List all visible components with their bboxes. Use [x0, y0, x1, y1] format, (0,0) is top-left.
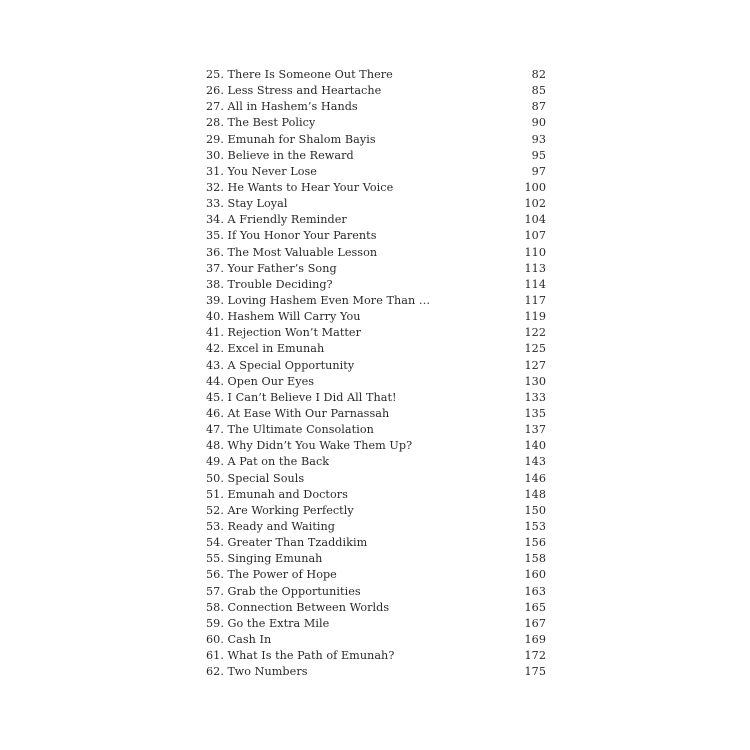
toc-entry — [206, 196, 546, 212]
toc-entry — [206, 600, 546, 616]
toc-entry-page-number: 127 — [524, 358, 546, 372]
toc-entry-title: 52. Are Working Perfectly — [206, 503, 354, 517]
toc-entry — [206, 261, 546, 277]
toc-entry — [206, 422, 546, 438]
toc-entry — [206, 228, 546, 244]
toc-entry-title: 56. The Power of Hope — [206, 568, 337, 582]
toc-entry-title: 33. Stay Loyal — [206, 197, 288, 211]
toc-entry-page-number: 165 — [524, 600, 546, 614]
toc-entry-title: 34. A Friendly Reminder — [206, 213, 347, 227]
toc-entry-page-number: 133 — [524, 390, 546, 404]
toc-entry-page-number: 143 — [524, 455, 546, 469]
toc-entry-page-number: 167 — [524, 616, 546, 630]
toc-entry — [206, 212, 546, 228]
toc-entry-page-number: 172 — [524, 649, 546, 663]
toc-entry-page-number: 104 — [524, 213, 546, 227]
toc-entry — [206, 99, 546, 115]
toc-entry-title: 57. Grab the Opportunities — [206, 584, 361, 598]
toc-entry-page-number: 95 — [531, 148, 546, 162]
toc-entry-title: 50. Special Souls — [206, 471, 305, 485]
toc-entry — [206, 358, 546, 374]
toc-entry — [206, 277, 546, 293]
toc-entry — [206, 374, 546, 390]
toc-entry — [206, 341, 546, 357]
toc-entry-title: 39. Loving Hashem Even More Than … — [206, 293, 431, 307]
toc-entry-title: 55. Singing Emunah — [206, 552, 323, 566]
toc-entry-title: 28. The Best Policy — [206, 116, 316, 130]
toc-entry-title: 32. He Wants to Hear Your Voice — [206, 180, 394, 194]
toc-entry — [206, 567, 546, 583]
toc-entry — [206, 164, 546, 180]
toc-entry-title: 30. Believe in the Reward — [206, 148, 354, 162]
toc-entry-title: 51. Emunah and Doctors — [206, 487, 348, 501]
toc-entry — [206, 67, 546, 83]
toc-entry — [206, 325, 546, 341]
toc-entry — [206, 132, 546, 148]
toc-entry-page-number: 82 — [531, 68, 546, 81]
toc-entry-page-number: 175 — [524, 665, 546, 679]
toc-entry — [206, 390, 546, 406]
toc-entry-title: 25. There Is Someone Out There — [206, 68, 393, 81]
toc-entry-title: 44. Open Our Eyes — [206, 374, 315, 388]
toc-entry-title: 36. The Most Valuable Lesson — [206, 245, 378, 259]
toc-entry-page-number: 87 — [531, 100, 546, 114]
toc-entry — [206, 83, 546, 99]
toc-entry — [206, 648, 546, 664]
toc-entry-page-number: 148 — [524, 487, 546, 501]
toc-entry-page-number: 169 — [524, 632, 546, 646]
toc-entry-page-number: 114 — [524, 277, 546, 291]
toc-entry-title: 53. Ready and Waiting — [206, 519, 335, 533]
toc-entry-title: 47. The Ultimate Consolation — [206, 423, 374, 437]
toc-entry-page-number: 150 — [524, 503, 546, 517]
toc-entry-page-number: 160 — [524, 568, 546, 582]
toc-entry-page-number: 119 — [524, 310, 546, 324]
toc-entry-page-number: 125 — [524, 342, 546, 356]
toc-entry-page-number: 117 — [524, 293, 546, 307]
toc-entry — [206, 551, 546, 567]
toc-entry — [206, 519, 546, 535]
toc-entry-title: 43. A Special Opportunity — [206, 358, 355, 372]
toc-entry-page-number: 146 — [524, 471, 546, 485]
toc-entry-page-number: 93 — [531, 132, 546, 146]
toc-entry — [206, 148, 546, 164]
toc-entry — [206, 664, 546, 680]
toc-entry-title: 42. Excel in Emunah — [206, 342, 325, 356]
toc-entry-title: 45. I Can’t Believe I Did All That! — [206, 390, 397, 404]
toc-entry — [206, 454, 546, 470]
toc-entry-page-number: 102 — [524, 197, 546, 211]
toc-entry-title: 31. You Never Lose — [206, 164, 317, 178]
toc-entry-title: 38. Trouble Deciding? — [206, 277, 333, 291]
toc-entry-page-number: 113 — [524, 261, 546, 275]
toc-entry-page-number: 130 — [524, 374, 546, 388]
toc-entry-page-number: 122 — [524, 326, 546, 340]
toc-entry — [206, 471, 546, 487]
toc-entry — [206, 309, 546, 325]
toc-entry — [206, 293, 546, 309]
toc-entry — [206, 584, 546, 600]
toc-entry-page-number: 110 — [524, 245, 546, 259]
toc-entry — [206, 616, 546, 632]
toc-entry — [206, 535, 546, 551]
toc-entry — [206, 180, 546, 196]
toc-entry-title: 62. Two Numbers — [206, 665, 308, 679]
toc-entry-page-number: 163 — [524, 584, 546, 598]
toc-entry-title: 27. All in Hashem’s Hands — [206, 100, 358, 114]
toc-entry-title: 29. Emunah for Shalom Bayis — [206, 132, 376, 146]
toc-entry — [206, 115, 546, 131]
table-of-contents — [206, 67, 546, 680]
toc-entry-title: 46. At Ease With Our Parnassah — [206, 406, 390, 420]
toc-entry-title: 59. Go the Extra Mile — [206, 616, 330, 630]
toc-entry-page-number: 90 — [531, 116, 546, 130]
toc-entry-page-number: 137 — [524, 423, 546, 437]
toc-entry-title: 54. Greater Than Tzaddikim — [206, 536, 368, 550]
toc-entry-title: 49. A Pat on the Back — [206, 455, 330, 469]
toc-entry — [206, 406, 546, 422]
toc-entry-page-number: 153 — [524, 519, 546, 533]
toc-entry-page-number: 158 — [524, 552, 546, 566]
toc-entry — [206, 503, 546, 519]
toc-entry — [206, 245, 546, 261]
toc-entry-title: 60. Cash In — [206, 632, 272, 646]
toc-entry-title: 41. Rejection Won’t Matter — [206, 326, 361, 340]
toc-entry-page-number: 100 — [524, 180, 546, 194]
toc-entry-page-number: 97 — [531, 164, 546, 178]
toc-entry-page-number: 135 — [524, 406, 546, 420]
toc-entry-title: 40. Hashem Will Carry You — [206, 310, 361, 324]
toc-entry-title: 58. Connection Between Worlds — [206, 600, 390, 614]
toc-entry-title: 35. If You Honor Your Parents — [206, 229, 377, 243]
toc-entry-page-number: 140 — [524, 439, 546, 453]
toc-entry-page-number: 156 — [524, 536, 546, 550]
toc-entry-page-number: 107 — [524, 229, 546, 243]
toc-entry — [206, 487, 546, 503]
toc-entry-title: 26. Less Stress and Heartache — [206, 84, 382, 98]
toc-entry-title: 48. Why Didn’t You Wake Them Up? — [206, 439, 413, 453]
toc-entry — [206, 632, 546, 648]
toc-entry — [206, 438, 546, 454]
toc-entry-title: 61. What Is the Path of Emunah? — [206, 649, 395, 663]
toc-entry-page-number: 85 — [531, 84, 546, 98]
toc-entry-title: 37. Your Father’s Song — [206, 261, 337, 275]
